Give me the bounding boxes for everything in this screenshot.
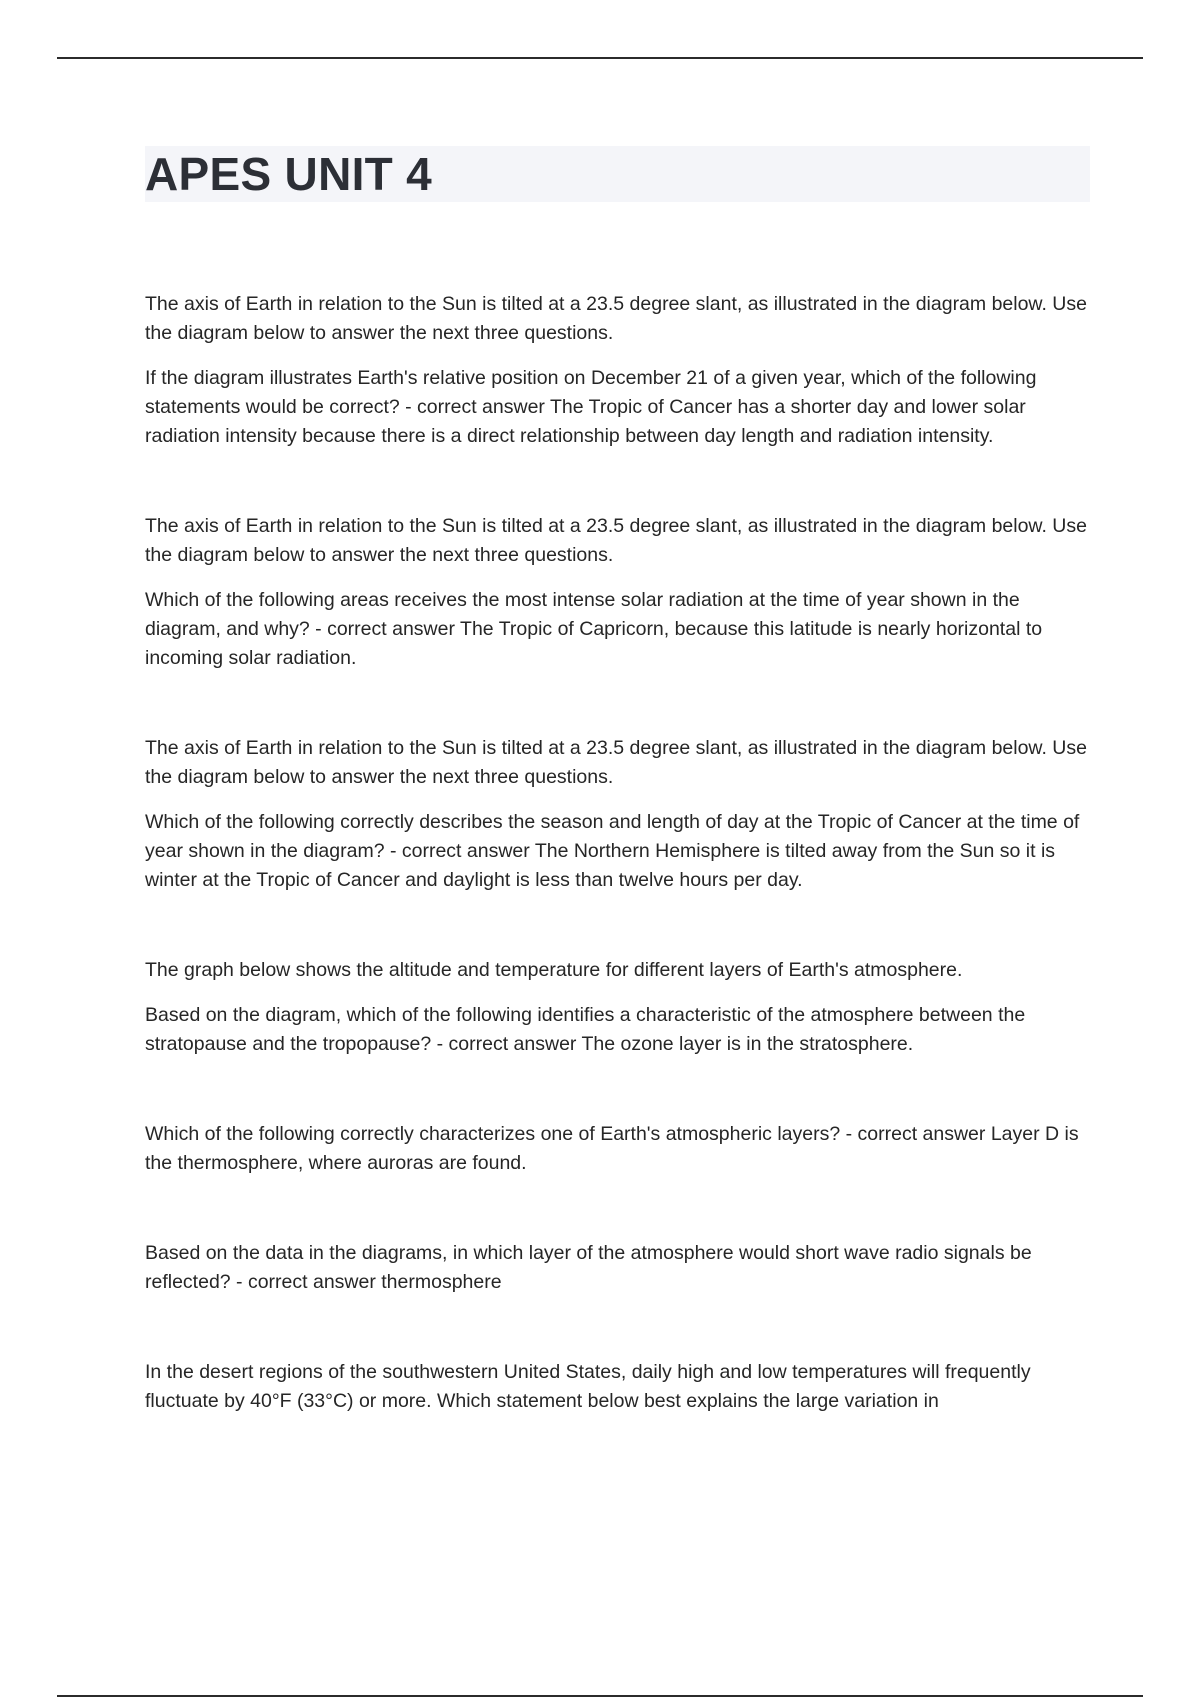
question-answer: Which of the following correctly characterizes one of Earth's atmospheric layers? - correct answer Layer D is the thermosphere, where auroras are found. bbox=[145, 1123, 1079, 1174]
question-answer: In the desert regions of the southwestern United States, daily high and low temperatures will frequently fluctuate by 40°F (33°C) or more. Which statement below best explains the large variation in bbox=[145, 1361, 1031, 1412]
question-context: The axis of Earth in relation to the Sun is tilted at a 23.5 degree slant, as illustrated in the diagram below. Use the diagram below to answer the next three questions. bbox=[145, 293, 1087, 344]
question-answer: Based on the data in the diagrams, in which layer of the atmosphere would short wave radio signals be reflected? - correct answer thermosphere bbox=[145, 1242, 1032, 1293]
qa-block bbox=[145, 956, 1090, 1059]
qa-block bbox=[145, 1358, 1090, 1416]
top-rule bbox=[57, 57, 1143, 59]
question-context: The axis of Earth in relation to the Sun is tilted at a 23.5 degree slant, as illustrated in the diagram below. Use the diagram below to answer the next three questions. bbox=[145, 515, 1087, 566]
qa-block bbox=[145, 1120, 1090, 1178]
page-title: APES UNIT 4 bbox=[145, 148, 433, 200]
document-body bbox=[145, 290, 1090, 1416]
question-context: The graph below shows the altitude and temperature for different layers of Earth's atmosphere. bbox=[145, 959, 963, 981]
question-answer: Which of the following areas receives the most intense solar radiation at the time of year shown in the diagram, and why? - correct answer The Tropic of Capricorn, because this latitude is nearly horizontal to incoming solar radiation. bbox=[145, 589, 1043, 669]
qa-block bbox=[145, 1239, 1090, 1297]
question-answer: Which of the following correctly describes the season and length of day at the Tropic of Cancer at the time of year shown in the diagram? - correct answer The Northern Hemisphere is tilted away from the Sun so it is winter at the Tropic of Cancer and daylight is less than twelve hours per day. bbox=[145, 811, 1080, 891]
question-context: The axis of Earth in relation to the Sun is tilted at a 23.5 degree slant, as illustrated in the diagram below. Use the diagram below to answer the next three questions. bbox=[145, 737, 1087, 788]
bottom-rule bbox=[57, 1695, 1143, 1697]
question-answer: Based on the diagram, which of the following identifies a characteristic of the atmosphere between the stratopause and the tropopause? - correct answer The ozone layer is in the stratosphere. bbox=[145, 1004, 1026, 1055]
question-answer: If the diagram illustrates Earth's relative position on December 21 of a given year, which of the following statements would be correct? - correct answer The Tropic of Cancer has a shorter day and lower solar radiation intensity because there is a direct relationship between day length and radiation intensity. bbox=[145, 367, 1037, 447]
qa-block bbox=[145, 512, 1090, 673]
qa-block bbox=[145, 290, 1090, 451]
qa-block bbox=[145, 734, 1090, 895]
